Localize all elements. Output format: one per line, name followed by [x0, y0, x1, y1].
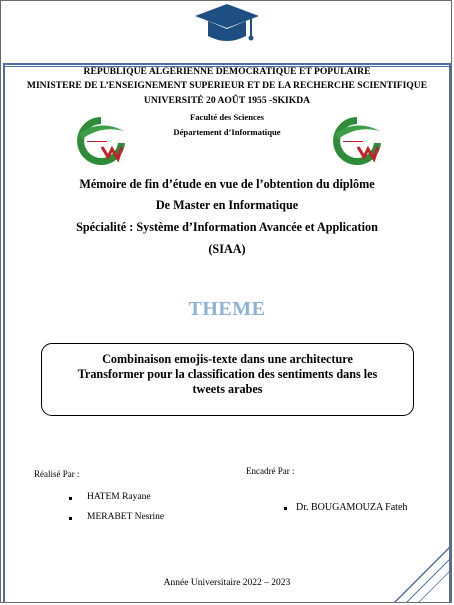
thesis-title-box	[41, 343, 414, 416]
academic-year: Année Universitaire 2022 – 2023	[163, 578, 291, 588]
encadre-par-label: Encadré Par :	[246, 466, 295, 476]
department-name: Département d’Informatique	[173, 127, 281, 137]
university-logo-right	[328, 113, 386, 167]
memoire-line-4: (SIAA)	[208, 242, 246, 256]
bullet-icon	[69, 497, 72, 500]
header-line-ministry: MINISTERE DE L’ENSEIGNEMENT SUPERIEUR ET DE LA RECHERCHE SCIENTIFIQUE	[26, 80, 428, 91]
right-rule	[449, 63, 451, 602]
university-logo-left	[72, 113, 130, 167]
faculty-name: Faculté des Sciences	[190, 112, 264, 122]
left-rule	[3, 63, 5, 602]
thesis-title-line-2: Transformer pour la classification des sentiments dans les	[77, 367, 378, 381]
header-line-republic: REPUBLIQUE ALGERIENNE DEMOCRATIQUE ET POPULAIRE	[83, 66, 371, 77]
realise-par-label: Réalisé Par :	[34, 469, 80, 479]
bullet-icon	[69, 517, 72, 520]
thesis-title-line-1: Combinaison emojis-texte dans une architecture	[102, 352, 353, 366]
memoire-line-1: Mémoire de fin d’étude en vue de l’obtention du diplôme	[79, 177, 375, 191]
corner-ornament	[392, 545, 452, 603]
author-2: MERABET Nesrine	[87, 512, 165, 522]
thesis-title-line-3: tweets arabes	[192, 382, 263, 396]
theme-heading: THEME	[188, 298, 266, 320]
header-rule	[3, 63, 451, 65]
memoire-line-3: Spécialité : Système d’Information Avancée et Application	[76, 220, 378, 234]
header-line-university: UNIVERSITÉ 20 AOÛT 1955 -SKIKDA	[143, 95, 311, 106]
supervisor-name: Dr. BOUGAMOUZA Fateh	[296, 502, 408, 513]
bullet-icon	[284, 507, 287, 510]
memoire-line-2: De Master en Informatique	[155, 198, 299, 212]
graduation-cap-icon	[194, 2, 260, 50]
author-1: HATEM Rayane	[87, 492, 151, 502]
